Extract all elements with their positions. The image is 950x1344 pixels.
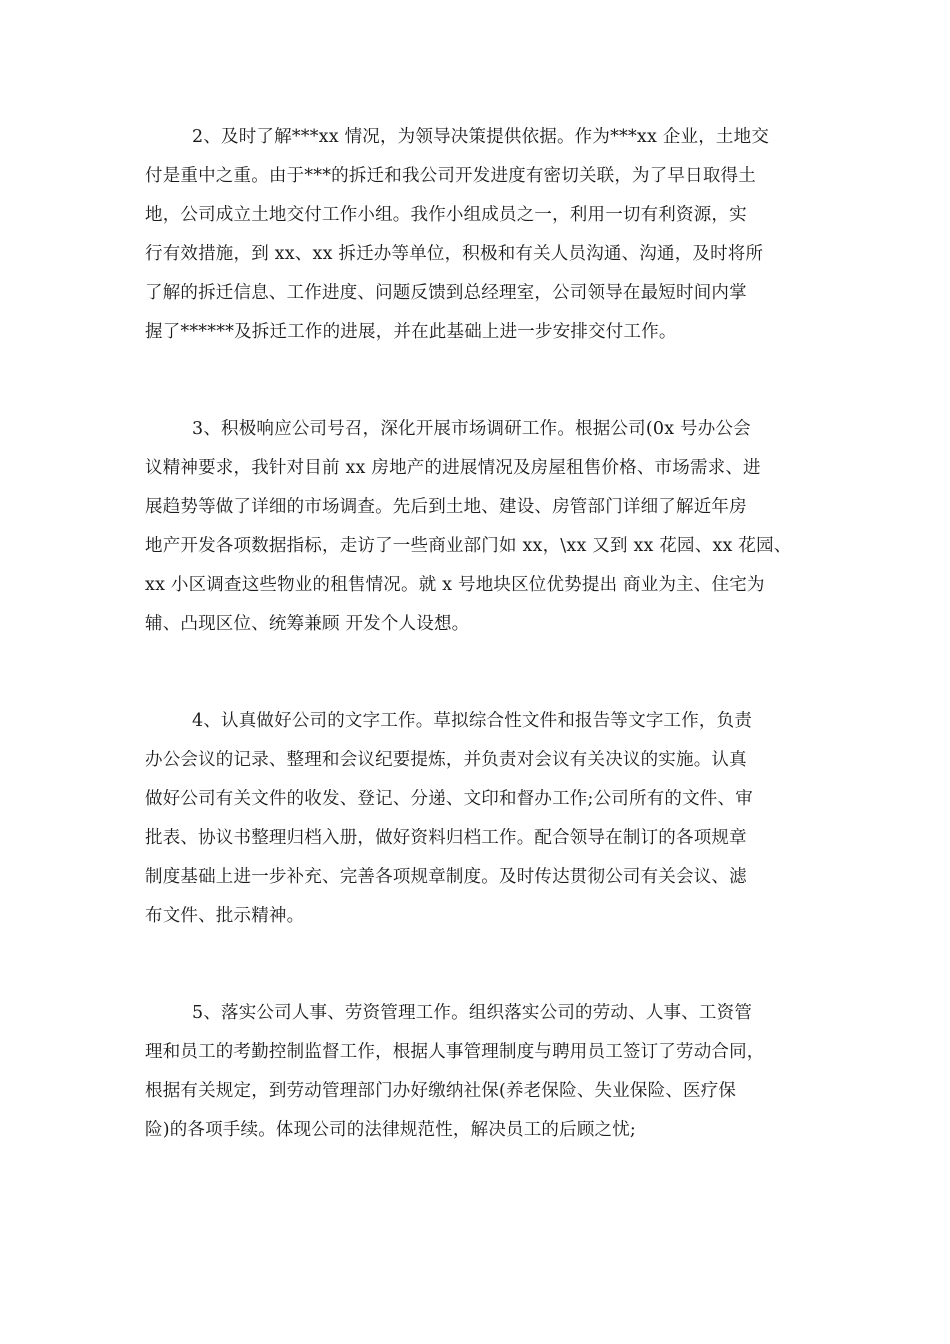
paragraph-line: 握了******及拆迁工作的进展，并在此基础上进一步安排交付工作。 xyxy=(145,322,677,342)
paragraph-line: 地产开发各项数据指标，走访了一些商业部门如 xx，\xx 又到 xx 花园、xx 花园、 xyxy=(145,536,792,556)
paragraph-line: 了解的拆迁信息、工作进度、问题反馈到总经理室，公司领导在最短时间内掌 xyxy=(145,283,747,303)
paragraph-line: 3、积极响应公司号召，深化开展市场调研工作。根据公司(0x 号办公会 xyxy=(192,419,751,439)
paragraph-line: 行有效措施，到 xx、xx 拆迁办等单位，积极和有关人员沟通、沟通，及时将所 xyxy=(145,244,764,264)
paragraph-line: 做好公司有关文件的收发、登记、分递、文印和督办工作;公司所有的文件、审 xyxy=(145,789,753,809)
paragraph-line: 批表、协议书整理归档入册，做好资料归档工作。配合领导在制订的各项规章 xyxy=(145,828,747,848)
paragraph-line: 5、落实公司人事、劳资管理工作。组织落实公司的劳动、人事、工资管 xyxy=(192,1003,753,1023)
paragraph-line: 理和员工的考勤控制监督工作，根据人事管理制度与聘用员工签订了劳动合同， xyxy=(145,1042,765,1062)
paragraph-line: 2、及时了解***xx 情况，为领导决策提供依据。作为***xx 企业，土地交 xyxy=(192,127,770,147)
paragraph-line: 展趋势等做了详细的市场调查。先后到土地、建设、房管部门详细了解近年房 xyxy=(145,497,747,517)
paragraph-line: 根据有关规定，到劳动管理部门办好缴纳社保(养老保险、失业保险、医疗保 xyxy=(145,1081,737,1101)
paragraph-line: 辅、凸现区位、统筹兼顾 开发个人设想。 xyxy=(145,614,470,634)
paragraph-line: xx 小区调查这些物业的租售情况。就 x 号地块区位优势提出 商业为主、住宅为 xyxy=(145,575,765,595)
paragraph-line: 办公会议的记录、整理和会议纪要提炼，并负责对会议有关决议的实施。认真 xyxy=(145,750,747,770)
paragraph-line: 布文件、批示精神。 xyxy=(145,906,305,926)
paragraph-line: 议精神要求，我针对目前 xx 房地产的进展情况及房屋租售价格、市场需求、进 xyxy=(145,458,761,478)
paragraph-line: 4、认真做好公司的文字工作。草拟综合性文件和报告等文字工作，负责 xyxy=(192,711,753,731)
paragraph-line: 险)的各项手续。体现公司的法律规范性，解决员工的后顾之忧; xyxy=(145,1120,637,1140)
paragraph-line: 制度基础上进一步补充、完善各项规章制度。及时传达贯彻公司有关会议、滤 xyxy=(145,867,747,887)
paragraph-line: 付是重中之重。由于***的拆迁和我公司开发进度有密切关联，为了早日取得土 xyxy=(145,166,756,186)
paragraph-line: 地，公司成立土地交付工作小组。我作小组成员之一，利用一切有利资源，实 xyxy=(145,205,747,225)
